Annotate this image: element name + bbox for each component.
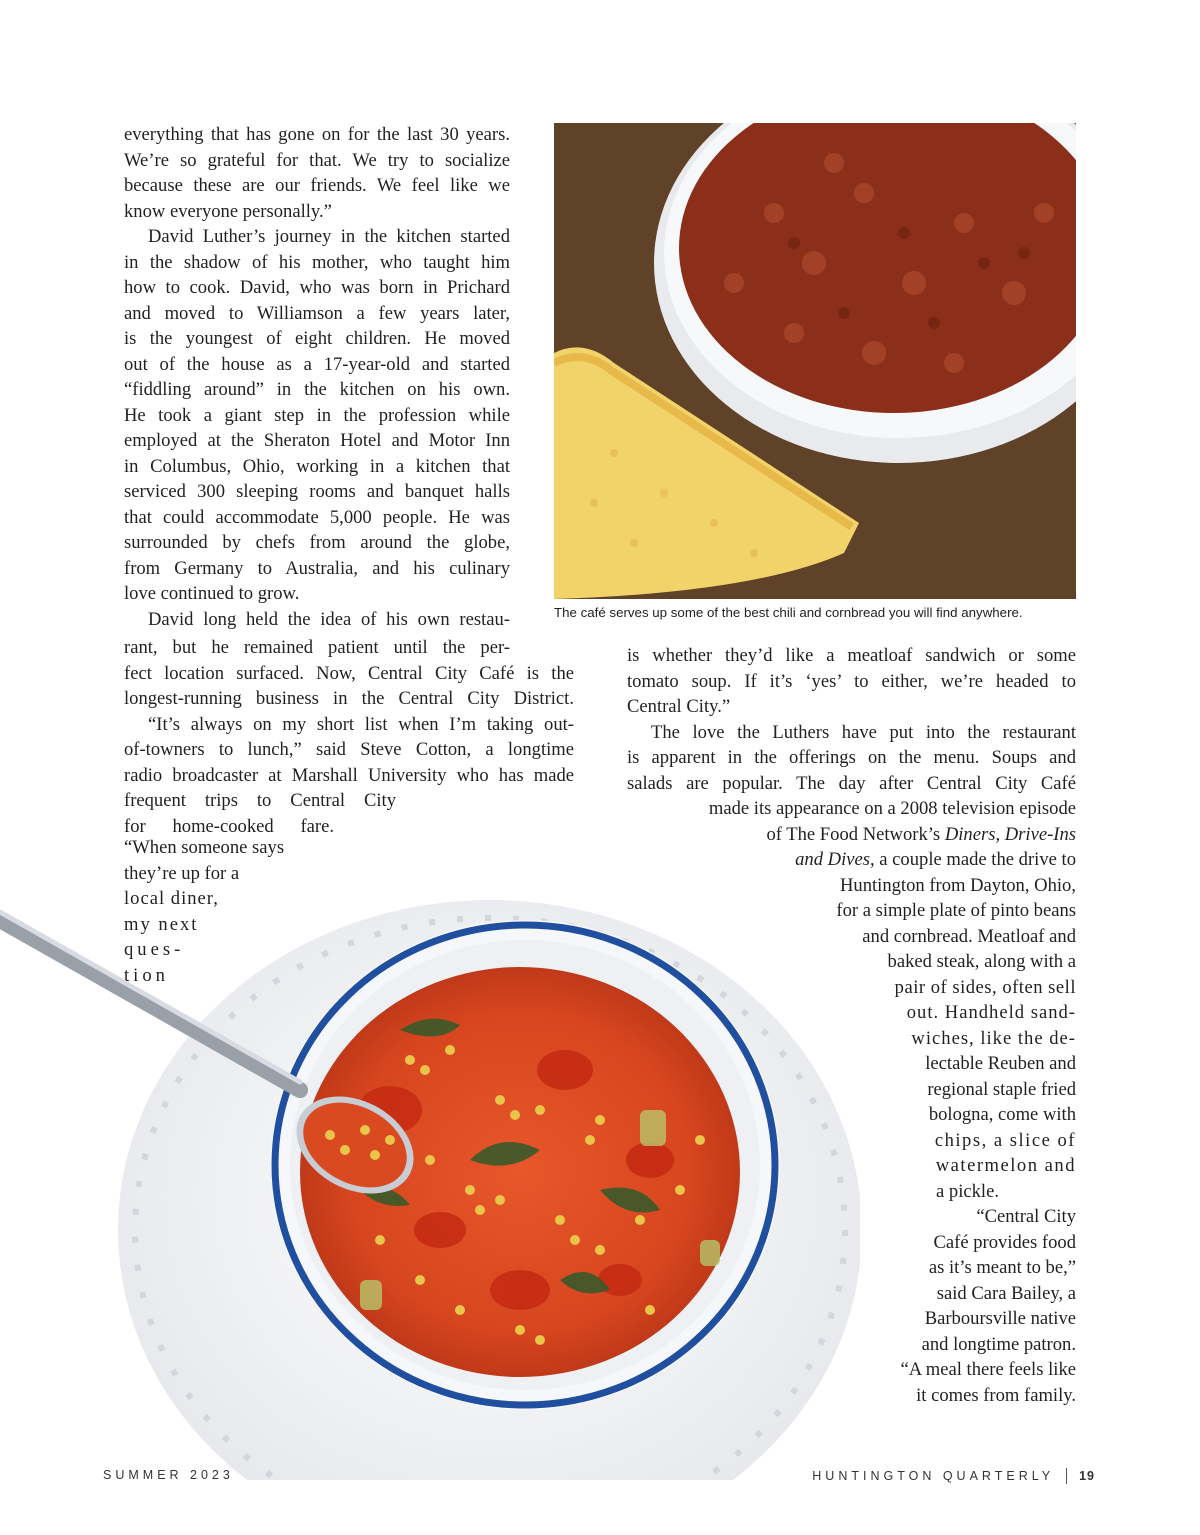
page-number: 19: [1079, 1469, 1095, 1483]
left-column-top: [124, 122, 510, 632]
text-line: as it’s meant to be,”: [928, 1257, 1076, 1278]
right-wrap-text: [560, 796, 1076, 1408]
photo-caption: The café serves up some of the best chili and cornbread you will find anywhere.: [554, 605, 1023, 620]
text-line: Barboursville native: [924, 1308, 1076, 1329]
text-line: is apparent in the offerings on the menu. Soups and: [627, 747, 1076, 768]
text-line: bologna, come with: [928, 1104, 1076, 1125]
text-fragment: ,: [995, 823, 1005, 845]
text-line: salads are popular. The day after Central City Café: [627, 772, 1076, 794]
text-line: Central City.”: [627, 696, 731, 717]
text-line: “fiddling around” in the kitchen on his own.: [124, 379, 510, 400]
footer-season: SUMMER 2023: [103, 1468, 234, 1482]
paragraph-david-journey: [124, 224, 510, 607]
text-line: tion: [124, 964, 169, 986]
text-line: watermelon and: [935, 1155, 1076, 1176]
text-line: “A meal there feels like: [900, 1359, 1076, 1380]
text-line: lectable Reuben and: [925, 1053, 1076, 1074]
text-fragment: , a couple made the drive to: [869, 849, 1076, 870]
text-line: it comes from family.: [916, 1384, 1076, 1406]
text-line: “Central City: [976, 1206, 1076, 1227]
text-line: for a simple plate of pinto beans: [836, 900, 1076, 921]
text-line: of-towners to lunch,” said Steve Cotton, a longtime: [124, 739, 574, 760]
show-title-part: and Dives: [795, 849, 870, 870]
text-line: ques-: [124, 939, 185, 960]
text-line: chips, a slice of: [934, 1129, 1076, 1151]
text-line: know everyone personally.”: [124, 200, 332, 222]
text-line: longest-running business in the Central City District.: [124, 688, 574, 709]
text-line: regional staple fried: [927, 1078, 1076, 1100]
text-line: “When someone says: [124, 837, 285, 858]
text-line: David Luther’s journey in the kitchen started: [148, 226, 510, 247]
text-line: He took a giant step in the profession while: [124, 404, 510, 426]
text-line: radio broadcaster at Marshall University who has made: [124, 764, 574, 786]
paragraph-restaurant-start: [124, 607, 510, 633]
text-line-show-title: [560, 822, 1076, 848]
text-line: for home-cooked fare.: [124, 815, 334, 837]
text-line: because these are our friends. We feel like we: [124, 175, 510, 196]
text-line: how to cook. David, who was born in Prichard: [124, 277, 510, 298]
text-line: The love the Luthers have put into the restaurant: [651, 721, 1076, 743]
paragraph-quote-end: [124, 122, 510, 224]
text-line: and cornbread. Meatloaf and: [862, 925, 1076, 947]
text-line: surrounded by chefs from around the globe,: [124, 532, 510, 553]
text-line: love continued to grow.: [124, 583, 300, 604]
magazine-name: HUNTINGTON QUARTERLY: [812, 1469, 1055, 1483]
text-line: serviced 300 sleeping rooms and banquet halls: [124, 481, 510, 502]
chili-cornbread-photo: [554, 123, 1076, 599]
text-line: and moved to Williamson a few years later,: [124, 302, 510, 324]
text-line: a pickle.: [936, 1180, 999, 1202]
left-wrap-text: [124, 835, 324, 988]
text-line: baked steak, along with a: [887, 951, 1076, 972]
text-line: that could accommodate 5,000 people. He was: [124, 506, 510, 528]
text-fragment: of The Food Network’s: [766, 823, 945, 845]
text-line: pair of sides, often sell: [894, 976, 1076, 998]
left-column-wide: [124, 635, 574, 839]
text-line: “It’s always on my short list when I’m taking out-: [148, 713, 574, 735]
show-title-part: Drive-Ins: [1004, 823, 1076, 845]
text-line: is whether they’d like a meatloaf sandwich or some: [627, 645, 1076, 666]
text-line: is the youngest of eight children. He moved: [124, 328, 510, 349]
text-line: local diner,: [124, 888, 219, 909]
text-line: We’re so grateful for that. We try to socialize: [124, 149, 510, 171]
text-line: Huntington from Dayton, Ohio,: [839, 874, 1076, 896]
right-column-top: [627, 643, 1076, 796]
text-line: everything that has gone on for the last 30 years.: [124, 124, 510, 145]
text-line: my next: [124, 913, 199, 935]
text-line-show-title-end: [560, 847, 1076, 873]
show-title-part: Diners: [944, 823, 996, 845]
text-line: tomato soup. If it’s ‘yes’ to either, we’re headed to: [627, 670, 1076, 692]
text-line: said Cara Bailey, a: [936, 1282, 1076, 1304]
text-line: David long held the idea of his own restau-: [148, 608, 510, 630]
text-line: in the shadow of his mother, who taught him: [124, 251, 510, 273]
text-line: out of the house as a 17-year-old and started: [124, 353, 510, 375]
text-line: in Columbus, Ohio, working in a kitchen that: [124, 455, 510, 477]
text-line: and longtime patron.: [921, 1333, 1076, 1355]
text-line: they’re up for a: [124, 862, 240, 884]
text-line: from Germany to Australia, and his culinary: [124, 557, 510, 579]
text-line: out. Handheld sand-: [906, 1002, 1076, 1023]
chili-cornbread-illustration: [554, 123, 1076, 599]
footer-right: [812, 1468, 1095, 1484]
text-line: employed at the Sheraton Hotel and Motor Inn: [124, 430, 510, 451]
footer-divider: [1066, 1468, 1067, 1484]
text-line: frequent trips to Central City: [124, 790, 396, 811]
text-line: rant, but he remained patient until the per-: [124, 637, 510, 658]
text-line: made its appearance on a 2008 television episode: [708, 798, 1076, 819]
text-line: wiches, like the de-: [911, 1027, 1076, 1049]
text-line: fect location surfaced. Now, Central City Café is the: [124, 662, 574, 684]
text-line: Café provides food: [933, 1231, 1076, 1253]
